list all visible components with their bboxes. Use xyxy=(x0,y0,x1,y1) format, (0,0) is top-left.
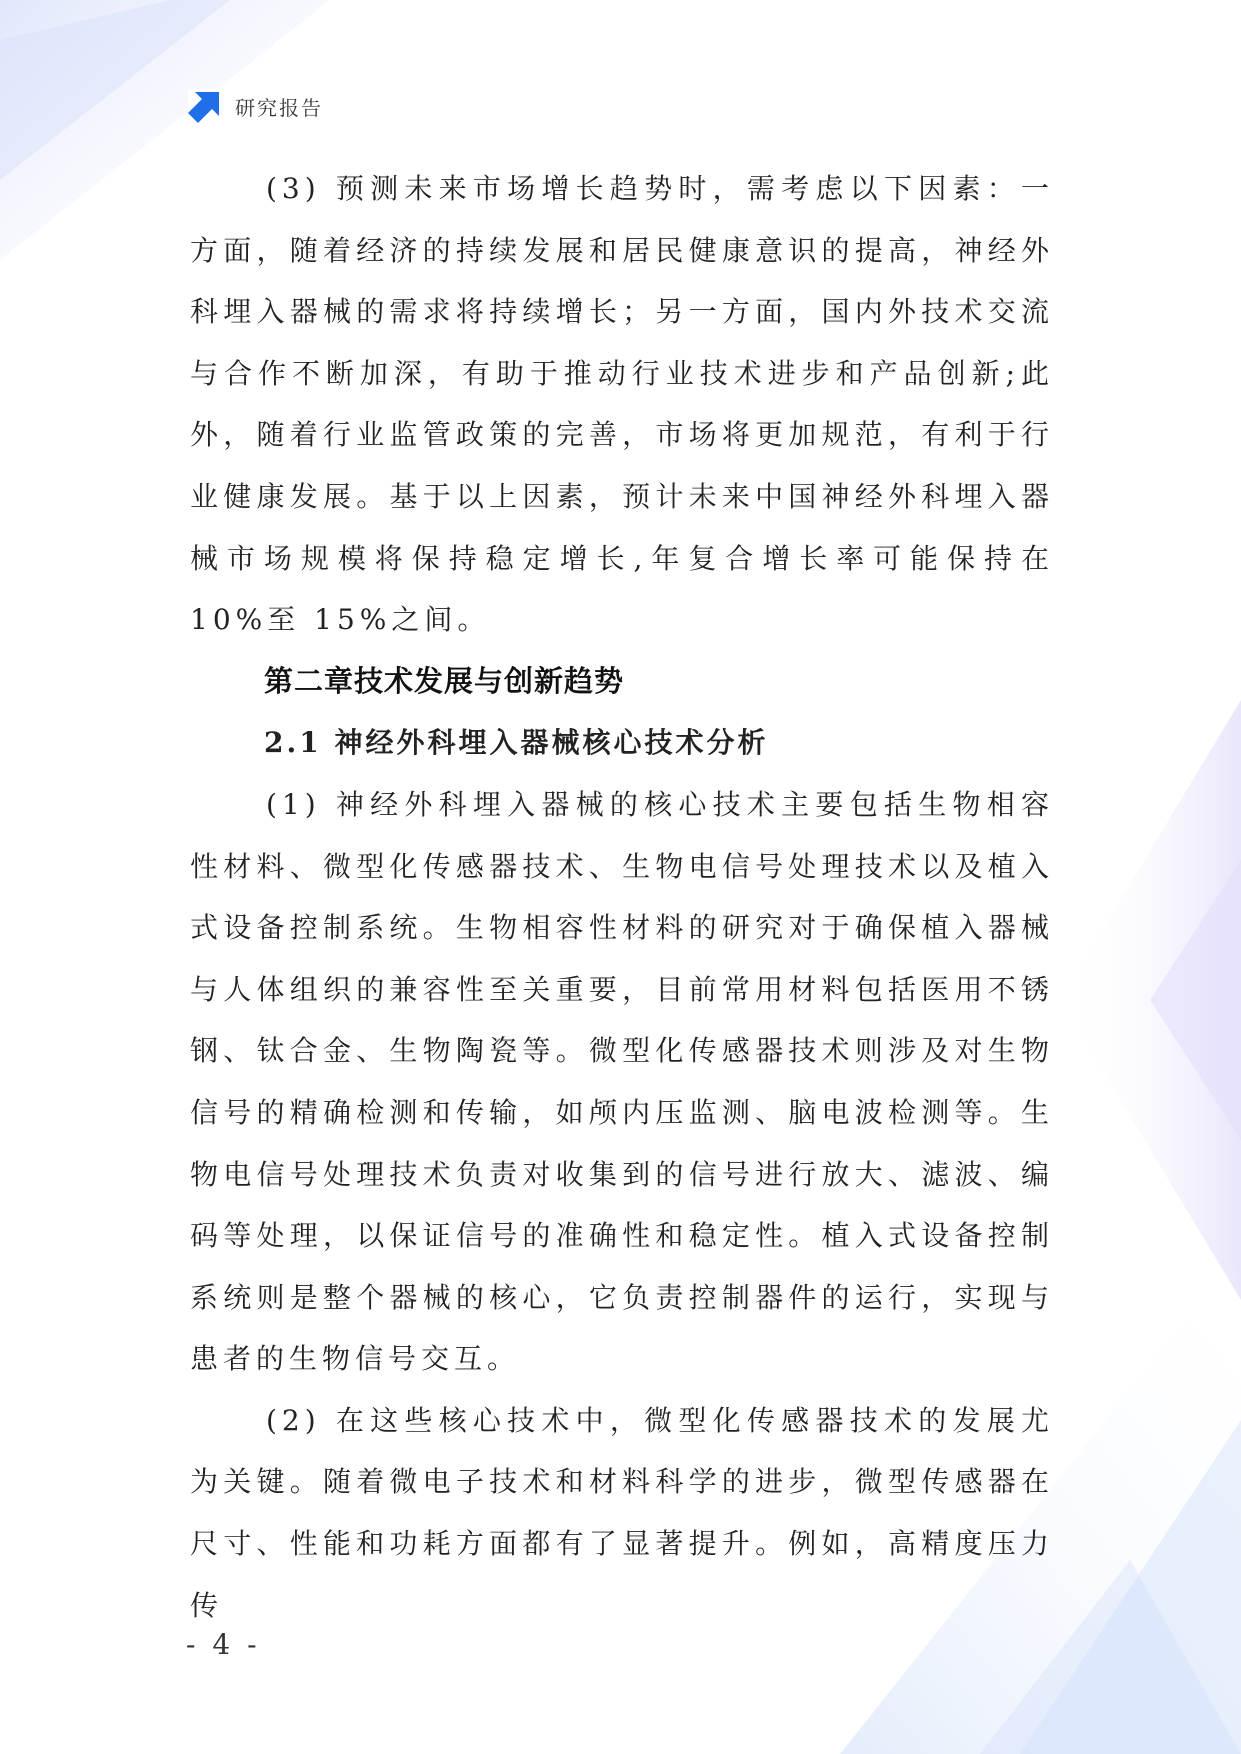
page-number: - 4 - xyxy=(186,1628,261,1661)
chapter-heading: 第二章技术发展与创新趋势 xyxy=(264,663,625,698)
paragraph-core-technologies: (1) 神经外科埋入器械的核心技术主要包括生物相容性材料、微型化传感器技术、生物电信号处理技术以及植入式设备控制系统。生物相容性材料的研究对于确保植入器械与人体组织的兼容性至关重要，目前常用材料包括医用不锈钢、钛合金、生物陶瓷等。微型化传感器技术则涉及对生物信号的精确检测和传输，如颅内压监测、脑电波检测等。生物电信号处理技术负责对收集到的信号进行放大、滤波、编码等处理，以保证信号的准确性和稳定性。植入式设备控制系统则是整个器械的核心，它负责控制器件的运行，实现与患者的生物信号交互。 xyxy=(190,787,1054,1376)
paragraph-market-forecast: (3) 预测未来市场增长趋势时，需考虑以下因素：一方面，随着经济的持续发展和居民健康意识的提高，神经外科埋入器械的需求将持续增长；另一方面，国内外技术交流与合作不断加深，有助于推动行业技术进步和产品创新;此外，随着行业监管政策的完善，市场将更加规范，有利于行业健康发展。基于以上因素，预计未来中国神经外科埋入器械市场规模将保持稳定增长,年复合增长率可能保持在 10%至 15%之间。 xyxy=(190,172,1054,637)
report-brand-label: 研究报告 xyxy=(235,95,323,120)
paragraph-micro-sensors: (2) 在这些核心技术中，微型化传感器技术的发展尤为关键。随着微电子技术和材料科学的进步，微型传感器在尺寸、性能和功耗方面都有了显著提升。例如，高精度压力传 xyxy=(190,1403,1054,1622)
document-body xyxy=(190,158,1054,1636)
report-header xyxy=(187,88,323,124)
section-heading: 2.1 神经外科埋入器械核心技术分析 xyxy=(264,726,769,760)
arrow-up-right-icon xyxy=(187,88,223,124)
